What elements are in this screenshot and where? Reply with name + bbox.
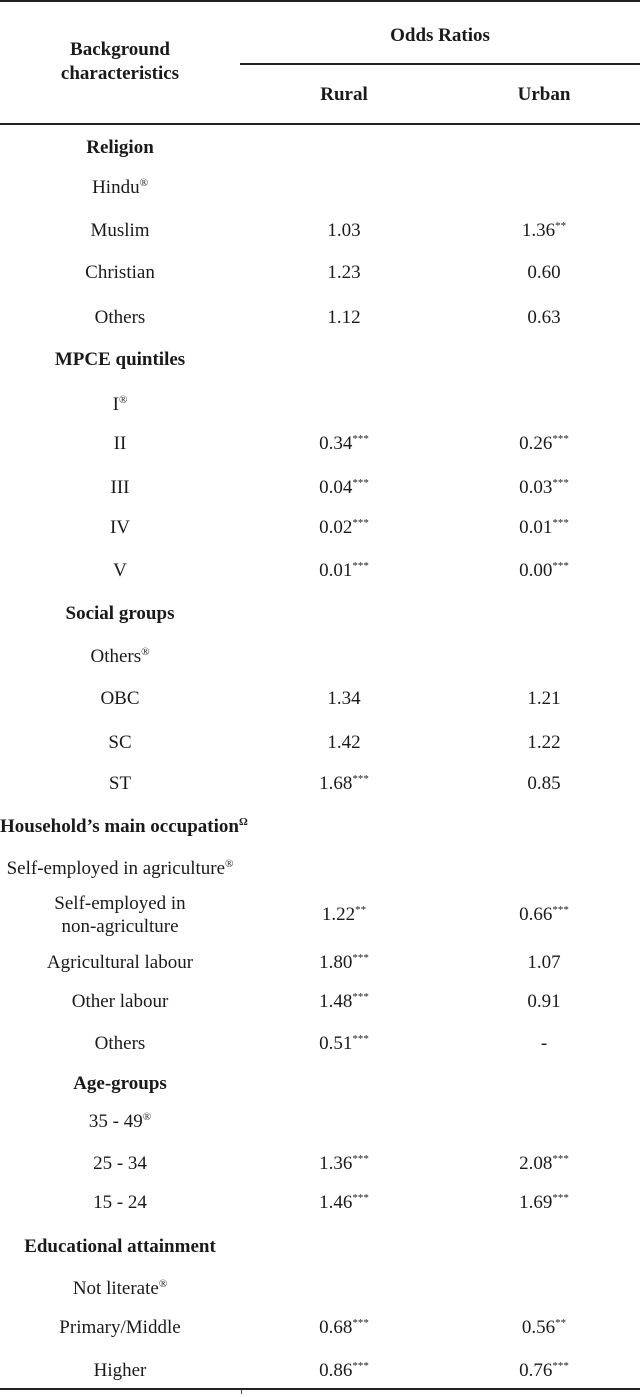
row-label-text: Muslim: [90, 220, 150, 241]
urban-value: 0.60: [527, 262, 561, 283]
significance-marker: ***: [552, 904, 569, 916]
urban-odds-ratio: [448, 513, 640, 543]
table-row: [0, 258, 640, 288]
urban-value: 0.85: [527, 773, 561, 794]
urban-value: 0.76: [519, 1360, 553, 1381]
significance-marker: ***: [352, 1360, 369, 1372]
rural-odds-ratio: [240, 769, 448, 799]
table-section-row: [0, 1232, 640, 1262]
header-background-characteristics: [0, 38, 240, 86]
urban-odds-ratio: [448, 258, 640, 288]
rural-odds-ratio: [240, 473, 448, 503]
row-label: [0, 1274, 240, 1304]
urban-value: 0.56: [521, 1317, 556, 1338]
significance-marker: ***: [352, 991, 369, 1003]
row-label-text: III: [110, 477, 130, 498]
table-row: [0, 1356, 640, 1386]
header-background-line: characteristics: [60, 63, 180, 84]
section-label: [0, 1232, 240, 1262]
row-label: [0, 216, 240, 246]
row-label: [0, 513, 240, 543]
row-label-text: I: [112, 394, 119, 415]
table-row: [0, 429, 640, 459]
rural-odds-ratio: [240, 1149, 448, 1179]
urban-value: 1.22: [527, 732, 561, 753]
urban-odds-ratio: [448, 1313, 640, 1343]
row-label: [0, 473, 240, 503]
urban-odds-ratio: [448, 1356, 640, 1386]
urban-value: 0.91: [527, 991, 561, 1012]
significance-marker: **: [555, 220, 567, 232]
significance-marker: ***: [552, 433, 569, 445]
table-row: [0, 1188, 640, 1218]
urban-odds-ratio: [448, 769, 640, 799]
urban-odds-ratio: [448, 1149, 640, 1179]
urban-odds-ratio: [448, 684, 640, 714]
row-label: [0, 1149, 240, 1179]
rural-odds-ratio: [240, 1356, 448, 1386]
urban-value: 0.26: [519, 433, 553, 454]
table-row: [0, 1274, 640, 1304]
significance-marker: ***: [552, 517, 569, 529]
rural-odds-ratio: [240, 556, 448, 586]
table-section-row: [0, 133, 640, 163]
row-label: [0, 1188, 240, 1218]
table-row: [0, 303, 640, 333]
reference-marker: ®: [158, 1278, 168, 1290]
reference-marker: Ω: [238, 816, 248, 828]
urban-odds-ratio: [448, 900, 640, 930]
urban-odds-ratio: [448, 728, 640, 758]
rural-value: 1.48: [319, 991, 353, 1012]
row-label: [0, 948, 240, 978]
row-label-text: Others: [94, 1033, 146, 1054]
urban-odds-ratio: [448, 303, 640, 333]
row-label-text: Educational attainment: [24, 1236, 216, 1257]
table-row: [0, 556, 640, 586]
row-label-text: Religion: [86, 137, 154, 158]
table-row: [0, 473, 640, 503]
row-label-text: II: [113, 433, 127, 454]
significance-marker: ***: [352, 1192, 369, 1204]
table-section-row: [0, 812, 640, 842]
significance-marker: ***: [552, 1153, 569, 1165]
header-urban: Urban: [517, 84, 571, 105]
significance-marker: **: [355, 904, 367, 916]
reference-marker: ®: [142, 1111, 152, 1123]
table-row: [0, 893, 640, 937]
row-label: [0, 556, 240, 586]
row-label: [0, 684, 240, 714]
significance-marker: ***: [352, 560, 369, 572]
urban-odds-ratio: [448, 429, 640, 459]
row-label: [0, 429, 240, 459]
rural-value: 1.12: [327, 307, 361, 328]
rural-odds-ratio: [240, 429, 448, 459]
urban-odds-ratio: [448, 216, 640, 246]
section-label: [0, 1069, 240, 1099]
significance-marker: ***: [352, 1153, 369, 1165]
rural-value: 1.34: [327, 688, 361, 709]
rural-value: 1.68: [319, 773, 353, 794]
urban-odds-ratio: [448, 1188, 640, 1218]
header-bottom-rule: [0, 123, 640, 125]
row-label: [0, 1029, 240, 1059]
urban-odds-ratio: [448, 987, 640, 1017]
rural-value: 0.04: [319, 477, 353, 498]
reference-marker: ®: [118, 394, 128, 406]
table-row: [0, 987, 640, 1017]
significance-marker: ***: [352, 952, 369, 964]
significance-marker: ***: [552, 1192, 569, 1204]
significance-marker: ***: [552, 560, 569, 572]
urban-value: -: [540, 1033, 548, 1054]
rural-odds-ratio: [240, 303, 448, 333]
row-label-text: Age-groups: [73, 1073, 167, 1094]
table-bottom-tick: [241, 1390, 242, 1394]
table-row: [0, 1313, 640, 1343]
rural-odds-ratio: [240, 900, 448, 930]
rural-value: 0.01: [319, 560, 353, 581]
section-label: [0, 345, 240, 375]
row-label-text: Other labour: [71, 991, 169, 1012]
urban-value: 0.00: [519, 560, 553, 581]
urban-odds-ratio: [448, 556, 640, 586]
significance-marker: ***: [352, 433, 369, 445]
rural-odds-ratio: [240, 1029, 448, 1059]
rural-value: 1.36: [319, 1153, 353, 1174]
rural-value: 1.80: [319, 952, 353, 973]
rural-odds-ratio: [240, 684, 448, 714]
table-row: [0, 513, 640, 543]
row-label: [0, 173, 240, 203]
table-row: [0, 854, 640, 884]
row-label: [0, 1356, 240, 1386]
urban-value: 0.03: [519, 477, 553, 498]
rural-value: 1.42: [327, 732, 361, 753]
table-row: [0, 948, 640, 978]
table-row: [0, 216, 640, 246]
row-label-text: OBC: [100, 688, 140, 709]
reference-marker: ®: [225, 858, 234, 870]
row-label: [0, 258, 240, 288]
row-label-text: Social groups: [65, 603, 175, 624]
row-label-text: Others: [90, 646, 142, 667]
urban-odds-ratio: [448, 948, 640, 978]
row-label-text: 25 - 34: [93, 1153, 147, 1174]
row-label-text: Not literate: [72, 1278, 159, 1299]
row-label: [0, 303, 240, 333]
header-background-line: Background: [70, 39, 170, 60]
row-label-text: Primary/Middle: [59, 1317, 181, 1338]
table-row: [0, 728, 640, 758]
header-rural: Rural: [320, 84, 368, 105]
rural-value: 1.03: [327, 220, 361, 241]
table-row: [0, 684, 640, 714]
rural-value: 0.86: [319, 1360, 353, 1381]
rural-value: 1.23: [327, 262, 361, 283]
urban-odds-ratio: [448, 473, 640, 503]
table-top-rule: [0, 0, 640, 2]
rural-value: 0.51: [319, 1033, 353, 1054]
significance-marker: ***: [352, 477, 369, 489]
table-section-row: [0, 599, 640, 629]
rural-value: 1.22: [321, 904, 356, 925]
row-label: [0, 642, 240, 672]
header-background-text: [0, 38, 240, 86]
row-label-text: Higher: [93, 1360, 147, 1381]
row-label-text: SC: [108, 732, 132, 753]
row-label: [0, 1313, 240, 1343]
table-row: [0, 1029, 640, 1059]
row-label: [0, 390, 240, 420]
row-label-line: non-agriculture: [61, 916, 179, 937]
urban-value: 1.36: [521, 220, 556, 241]
urban-value: 0.63: [527, 307, 561, 328]
table-row: [0, 173, 640, 203]
rural-odds-ratio: [240, 948, 448, 978]
rural-odds-ratio: [240, 1188, 448, 1218]
urban-odds-ratio: [448, 1029, 640, 1059]
urban-value: 0.66: [519, 904, 553, 925]
row-label: [0, 728, 240, 758]
row-label-text: MPCE quintiles: [54, 349, 186, 370]
row-label-text: Others: [94, 307, 146, 328]
rural-odds-ratio: [240, 987, 448, 1017]
reference-marker: ®: [139, 177, 148, 189]
row-label: [0, 987, 240, 1017]
significance-marker: ***: [552, 1360, 569, 1372]
row-label-text: 35 - 49: [88, 1111, 143, 1132]
urban-value: 1.07: [527, 952, 561, 973]
row-label: [0, 769, 240, 799]
rural-value: 0.02: [319, 517, 353, 538]
section-label: [0, 812, 248, 842]
row-label: [0, 854, 240, 884]
section-label: [0, 133, 240, 163]
header-odds-ratios: Odds Ratios: [390, 25, 490, 46]
row-label-text: ST: [108, 773, 132, 794]
row-label: [0, 1107, 240, 1137]
significance-marker: ***: [352, 1033, 369, 1045]
significance-marker: **: [555, 1317, 567, 1329]
table-row: [0, 1107, 640, 1137]
significance-marker: ***: [352, 1317, 369, 1329]
row-label-line: Self-employed in: [54, 893, 186, 914]
row-label-text: Hindu: [92, 177, 140, 198]
rural-odds-ratio: [240, 1313, 448, 1343]
section-label: [0, 599, 240, 629]
rural-value: 1.46: [319, 1192, 353, 1213]
rural-value: 0.34: [319, 433, 353, 454]
significance-marker: ***: [552, 477, 569, 489]
reference-marker: ®: [141, 646, 150, 658]
table-section-row: [0, 1069, 640, 1099]
row-label-text: V: [113, 560, 127, 581]
urban-value: 1.21: [527, 688, 561, 709]
urban-value: 1.69: [519, 1192, 553, 1213]
row-label-text: Self-employed in agriculture: [6, 858, 226, 879]
odds-ratios-underline: [240, 63, 640, 65]
row-label-text: IV: [109, 517, 131, 538]
table-bottom-rule: [0, 1388, 640, 1390]
rural-odds-ratio: [240, 513, 448, 543]
rural-odds-ratio: [240, 216, 448, 246]
urban-value: 0.01: [519, 517, 553, 538]
row-label-text: Agricultural labour: [46, 952, 194, 973]
row-label: [0, 892, 240, 938]
significance-marker: ***: [352, 773, 369, 785]
table-row: [0, 642, 640, 672]
rural-odds-ratio: [240, 728, 448, 758]
table-row: [0, 769, 640, 799]
rural-odds-ratio: [240, 258, 448, 288]
row-label-text: Household’s main occupation: [0, 816, 239, 837]
row-label-text: Christian: [85, 262, 155, 283]
table-row: [0, 390, 640, 420]
table-row: [0, 1149, 640, 1179]
rural-value: 0.68: [319, 1317, 353, 1338]
urban-value: 2.08: [519, 1153, 553, 1174]
row-label-text: 15 - 24: [93, 1192, 147, 1213]
significance-marker: ***: [352, 517, 369, 529]
table-section-row: [0, 345, 640, 375]
